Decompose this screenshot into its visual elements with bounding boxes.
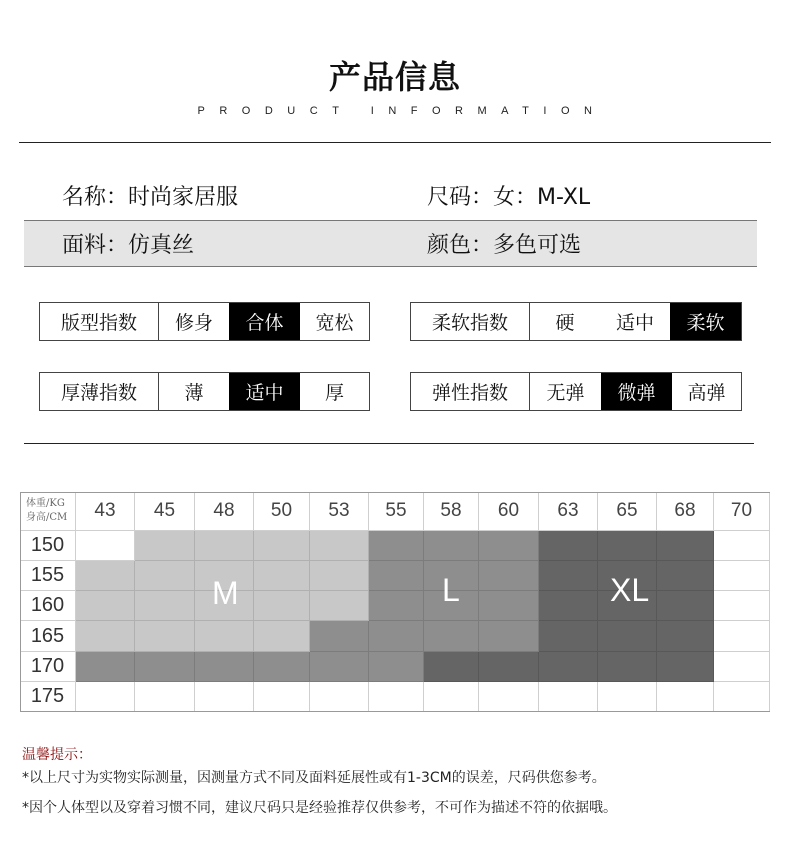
weight-header: 45	[135, 492, 195, 531]
weight-header: 55	[369, 492, 424, 531]
thickness-index-label: 厚薄指数	[40, 373, 159, 410]
fit-index	[39, 302, 370, 341]
info-row-1	[24, 172, 757, 219]
info-name-value: 时尚家居服	[128, 185, 239, 210]
weight-header: 65	[598, 492, 657, 531]
fit-option-slim: 修身	[174, 312, 213, 334]
weight-header: 43	[76, 492, 135, 531]
size-zone-label-l: L	[442, 572, 460, 608]
info-fabric-label: 面料：	[62, 233, 129, 258]
title-divider	[19, 142, 771, 143]
weight-header: 48	[195, 492, 254, 531]
size-chart-frame	[20, 492, 770, 712]
weight-header: 50	[254, 492, 310, 531]
elasticity-index-label: 弹性指数	[411, 373, 530, 410]
weight-header: 60	[479, 492, 539, 531]
info-name-label: 名称：	[62, 185, 129, 210]
softness-option-medium: 适中	[615, 312, 654, 334]
weight-header: 53	[310, 492, 369, 531]
thickness-index	[39, 372, 370, 411]
info-color-value: 多色可选	[493, 233, 582, 258]
info-fabric-value: 仿真丝	[128, 233, 195, 258]
height-header: 170	[20, 652, 76, 682]
tip-line-2: *因个人体型以及穿着习惯不同，建议尺码只是经验推荐仅供参考，不可作为描述不符的依据哦。	[22, 800, 617, 816]
info-row-2	[24, 220, 757, 267]
height-axis-label: 身高/CM	[26, 512, 68, 523]
weight-header: 68	[657, 492, 714, 531]
height-header: 150	[20, 531, 76, 561]
section-divider	[24, 443, 754, 444]
elasticity-option-none: 无弹	[546, 382, 585, 404]
height-header: 175	[20, 682, 76, 712]
height-header: 165	[20, 621, 76, 652]
info-color-label: 颜色：	[427, 233, 494, 258]
size-zone-label-xl: XL	[610, 572, 650, 608]
size-zone-label-m: M	[212, 575, 239, 611]
tips-title: 温馨提示：	[22, 747, 92, 763]
info-size-value: 女：M-XL	[493, 185, 591, 210]
weight-axis-label: 体重/KG	[26, 498, 65, 509]
weight-header: 63	[539, 492, 598, 531]
fit-option-regular: 合体	[229, 303, 300, 340]
softness-option-soft: 柔软	[670, 303, 741, 340]
info-size-label: 尺码：	[427, 185, 494, 210]
thickness-option-thin: 薄	[184, 382, 204, 404]
info-fabric	[62, 221, 194, 266]
page-subtitle: PRODUCT INFORMATION	[197, 105, 607, 117]
softness-index-label: 柔软指数	[411, 303, 530, 340]
elasticity-option-slight: 微弹	[601, 373, 672, 410]
elasticity-index	[410, 372, 742, 411]
fit-option-loose: 宽松	[315, 312, 354, 334]
height-header: 155	[20, 561, 76, 591]
page-title: 产品信息	[328, 58, 461, 96]
height-header: 160	[20, 591, 76, 621]
elasticity-option-high: 高弹	[687, 382, 726, 404]
thickness-option-medium: 适中	[229, 373, 300, 410]
softness-option-hard: 硬	[555, 312, 575, 334]
weight-header: 70	[714, 492, 770, 531]
info-name	[62, 172, 238, 219]
weight-header: 58	[424, 492, 479, 531]
info-size	[427, 172, 590, 219]
info-color	[427, 221, 581, 266]
thickness-option-thick: 厚	[324, 382, 344, 404]
tip-line-1: *以上尺寸为实物实际测量，因测量方式不同及面料延展性或有1-3CM的误差，尺码供您参考。	[22, 770, 606, 786]
fit-index-label: 版型指数	[40, 303, 159, 340]
softness-index	[410, 302, 742, 341]
